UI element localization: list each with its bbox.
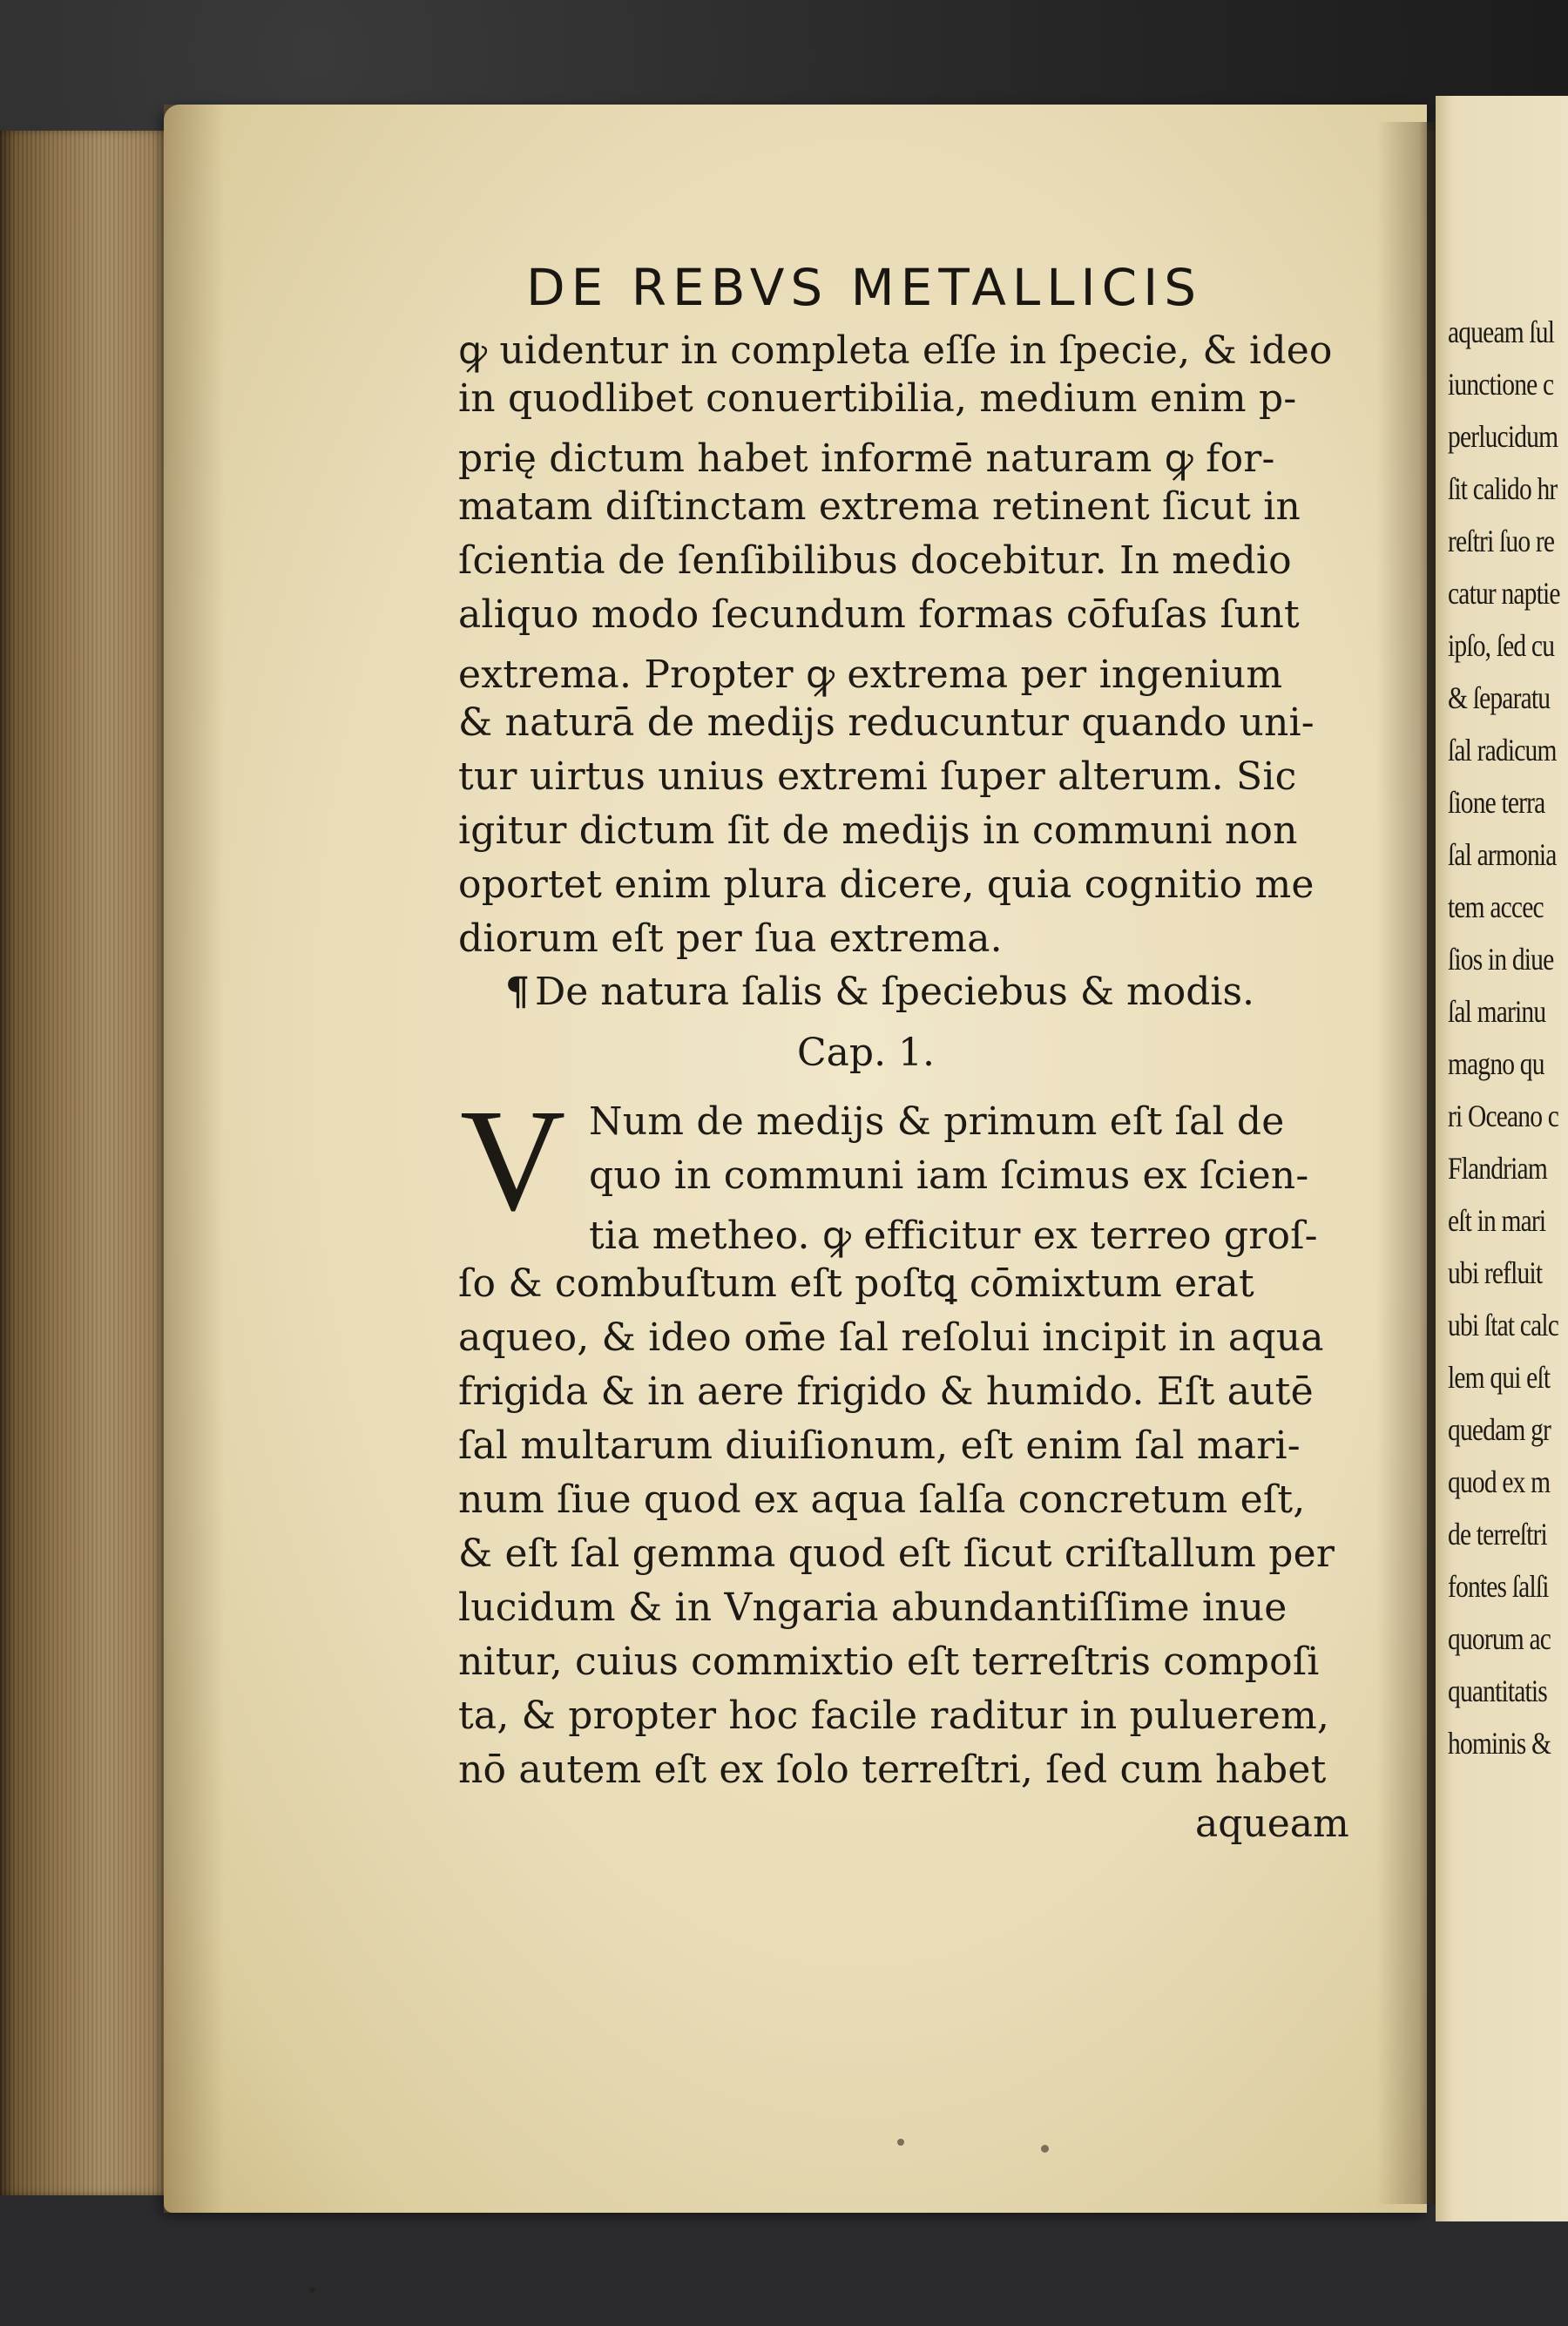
body-line: ſcientia de ſenſibilibus docebitur. In medio <box>458 538 1292 583</box>
facing-page-line: ſit calido hr <box>1448 471 1558 506</box>
body-line: prię dictum habet informē naturam ꝙ for- <box>458 436 1275 481</box>
body-line: oportet enim plura dicere, quia cognitio me <box>458 862 1315 907</box>
body-line: igitur dictum ſit de medijs in communi non <box>458 808 1298 853</box>
body-line: extrema. Propter ꝙ extrema per ingenium <box>458 652 1283 697</box>
facing-page-line: reſtri ſuo re <box>1448 524 1555 558</box>
body-line: tur uirtus unius extremi ſuper alterum. Sic <box>458 754 1297 799</box>
facing-page-line: perlucidum <box>1448 419 1558 454</box>
facing-page-line: iunctione c <box>1448 367 1554 402</box>
chapter-line: & eſt ſal gemma quod eſt ſicut criſtallum per <box>458 1532 1335 1576</box>
paper-speck <box>309 2287 315 2293</box>
facing-page-line: ſal armonia <box>1448 837 1557 872</box>
body-line: aliquo modo ſecundum formas cōfuſas ſunt <box>458 592 1300 637</box>
facing-page-line: catur naptie <box>1448 576 1560 611</box>
paper-speck <box>1041 2145 1049 2153</box>
catchword: aqueam <box>1195 1802 1349 1846</box>
body-line: matam diſtinctam extrema retinent ſicut in <box>458 484 1301 529</box>
chapter-line: Num de medijs & primum eſt ſal de <box>589 1099 1285 1144</box>
facing-page-line: fontes ſalſi <box>1448 1569 1549 1604</box>
chapter-number: Cap. 1. <box>797 1031 936 1075</box>
facing-page-line: ubi ſtat calc <box>1448 1308 1559 1342</box>
body-line: diorum eſt per ſua extrema. <box>458 916 1003 961</box>
book-gutter <box>1376 122 1437 2204</box>
paper-speck <box>897 2139 904 2146</box>
facing-page-line: ſios in diue <box>1448 942 1554 977</box>
running-head: DE REBVS METALLICIS <box>526 258 1203 317</box>
facing-page-line: eſt in mari <box>1448 1203 1546 1238</box>
body-line: in quodlibet conuertibilia, medium enim p- <box>458 376 1297 421</box>
facing-page-line: ipſo, ſed cu <box>1448 628 1555 663</box>
facing-page-line: aqueam ſul <box>1448 314 1555 349</box>
body-line: & naturā de medijs reducuntur quando uni- <box>458 700 1315 745</box>
chapter-line: quo in communi iam ſcimus ex ſcien- <box>589 1153 1309 1198</box>
body-line: ꝙ uidentur in completa eſſe in ſpecie, & ideo <box>458 328 1333 373</box>
facing-page-line: ſione terra <box>1448 785 1545 820</box>
facing-page-line: lem qui eſt <box>1448 1360 1551 1395</box>
facing-page-line: quedam gr <box>1448 1412 1551 1447</box>
chapter-title-text: De natura ſalis & ſpeciebus & modis. <box>535 970 1255 1014</box>
facing-page-line: ſal radicum <box>1448 733 1557 767</box>
facing-page-line: ubi refluit <box>1448 1255 1543 1290</box>
facing-page-line: quorum ac <box>1448 1621 1551 1656</box>
facing-page-line: Flandriam <box>1448 1151 1547 1186</box>
pilcrow-mark: ¶ <box>505 970 530 1014</box>
chapter-line: nō autem eſt ex ſolo terreſtri, ſed cum habet <box>458 1748 1327 1792</box>
chapter-line: ſo & combuſtum eſt poſtꝗ cōmixtum erat <box>458 1261 1254 1306</box>
facing-page-line: magno qu <box>1448 1046 1544 1081</box>
chapter-line: ſal multarum diuiſionum, eſt enim ſal mari- <box>458 1423 1301 1468</box>
facing-page-line: ſal marinu <box>1448 994 1546 1029</box>
chapter-line: lucidum & in Vngaria abundantiſſime inue <box>458 1586 1288 1630</box>
chapter-line: ta, & propter hoc facile raditur in puluerem, <box>458 1694 1330 1738</box>
facing-page <box>1436 96 1568 2221</box>
facing-page-line: tem accec <box>1448 889 1544 924</box>
chapter-line: num ſiue quod ex aqua ſalſa concretum eſt, <box>458 1477 1306 1522</box>
initial-capital: V <box>460 1079 566 1241</box>
chapter-line: nitur, cuius commixtio eſt terreſtris compoſi <box>458 1640 1320 1684</box>
facing-page-line: ri Oceano c <box>1448 1099 1559 1133</box>
chapter-line: frigida & in aere frigido & humido. Eſt autē <box>458 1369 1314 1414</box>
facing-page-line: quantitatis <box>1448 1674 1547 1708</box>
chapter-line: tia metheo. ꝙ efficitur ex terreo groſ- <box>589 1214 1318 1258</box>
facing-page-line: de terreſtri <box>1448 1517 1547 1552</box>
facing-page-line: hominis & <box>1448 1726 1551 1761</box>
facing-page-line: quod ex m <box>1448 1464 1551 1499</box>
chapter-line: aqueo, & ideo om̄e ſal reſolui incipit in aqua <box>458 1315 1324 1360</box>
chapter-title <box>505 970 1254 1014</box>
facing-page-line: & ſeparatu <box>1448 680 1551 715</box>
